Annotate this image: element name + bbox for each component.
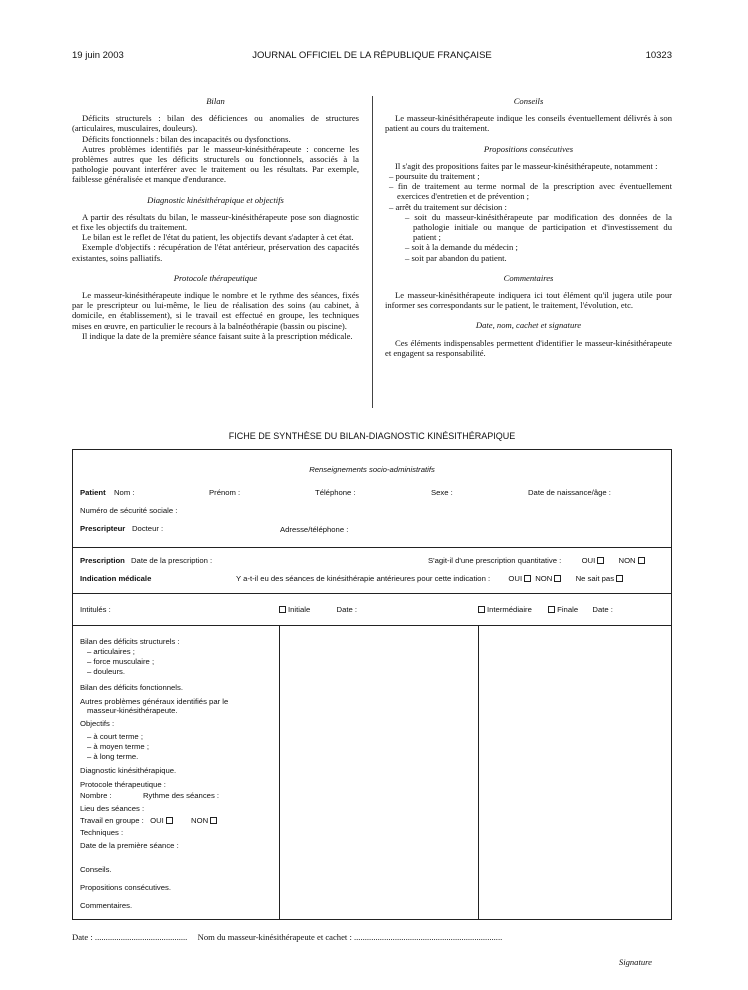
question-anterieures [236,574,625,583]
label-indication-medicale: Indication médicale [80,574,152,583]
synthesis-form [72,449,672,920]
paragraph: Autres problèmes identifiés par le masseur-kinésithérapeute : concerne les problèmes autres que les déficits structurels ou fonctionnels, associés à la pathologie pouvant interférer avec le traitement ou les résultats. Par exemple, faiblesse généralisée et manque d'endurance. [72,143,359,185]
field-adresse-telephone[interactable]: Adresse/téléphone : [280,525,349,534]
paragraph: Le masseur-kinésithérapeute indiquera ici tout élément qu'il jugera utile pour informer ses correspondants sur le patient, le traitement, l'évolution, etc. [385,290,672,311]
label-date: Date : [72,932,93,942]
item-rythme: Rythme des séances : [143,791,220,800]
label-prescripteur: Prescripteur [80,524,126,533]
page-number: 10323 [645,50,672,61]
column-divider [372,96,373,408]
divider [73,625,671,626]
signature-label: Signature [618,957,652,967]
label-nom-cachet: Nom du masseur-kinésithérapeute et cachet : [197,932,352,942]
question-quantitative [428,556,647,565]
field-date-dots[interactable]: ........................................... [94,932,188,942]
item-court-terme: – à court terme ; [87,732,143,741]
paragraph: Il s'agit des propositions faites par le masseur-kinésithérapeute, notamment : [395,160,658,171]
heading-date-signature: Date, nom, cachet et signature [475,320,582,331]
field-securite-sociale[interactable]: Numéro de sécurité sociale : [80,506,178,515]
instructions-text [72,96,672,414]
item-douleurs: – douleurs. [87,667,126,676]
field-date-prescription[interactable]: Date de la prescription : [131,556,213,565]
option-non-label: NON [535,574,553,583]
form-title: FICHE DE SYNTHÈSE DU BILAN-DIAGNOSTIC KINÉSITHÉRAPIQUE [228,431,516,441]
item-bilan-structurels: Bilan des déficits structurels : [80,637,180,646]
label-intermediaire: Intermédiaire [487,605,532,614]
label-prescription: Prescription [80,556,125,565]
checkbox-anterieures-non[interactable] [554,575,561,582]
checkbox-groupe-non[interactable] [210,817,217,824]
checkbox-anterieures-ne-sait-pas[interactable] [616,575,623,582]
paragraph: Le masseur-kinésithérapeute indique les conseils éventuellement délivrés à son patient au cours du traitement. [385,113,672,134]
option-non-label: NON [191,816,209,825]
heading-bilan: Bilan [206,96,225,106]
paragraph: A partir des résultats du bilan, le masseur-kinésithérapeute pose son diagnostic et fixe les objectifs du traitement. [72,211,359,233]
item-moyen-terme: – à moyen terme ; [87,742,149,751]
item-travail-groupe [80,816,219,825]
heading-commentaires: Commentaires [503,272,554,283]
label-patient: Patient [80,488,106,497]
field-date-initiale[interactable]: Date : [336,605,358,614]
item-long-terme: – à long terme. [87,752,139,761]
list-item: – soit du masseur-kinésithérapeute par modification des données de la pathologie initiale ou manque de participation et d'investissement du patient ; [405,211,672,243]
item-propositions: Propositions consécutives. [80,883,172,892]
checkbox-anterieures-oui[interactable] [524,575,531,582]
divider [73,593,671,594]
item-commentaires: Commentaires. [80,901,133,910]
field-prenom[interactable]: Prénom : [209,488,241,497]
checkbox-initiale[interactable] [279,606,286,613]
paragraph: Le bilan est le reflet de l'état du patient, les objectifs devant s'adapter à cet état. [82,232,354,243]
checkbox-groupe-oui[interactable] [166,817,173,824]
field-telephone[interactable]: Téléphone : [315,488,356,497]
item-protocole: Protocole thérapeutique : [80,780,166,789]
left-column [72,96,359,341]
checkbox-quantitative-non[interactable] [638,557,645,564]
item-objectifs: Objectifs : [80,719,115,728]
question-label: Y a-t-il eu des séances de kinésithérapie antérieures pour cette indication : [236,574,491,583]
form-footer [72,932,672,942]
list-item: – soit à la demande du médecin ; [405,242,518,253]
paragraph: Le masseur-kinésithérapeute indique le nombre et le rythme des séances, fixés par le prescripteur ou lui-même, le lieu de réalisation des soins (au cabinet, à domicile, en établissement), si le travail est effectué en groupe, les techniques mises en œuvre, en particulier le recours à la balnéothérapie (bassin ou piscine). [72,290,359,331]
option-oui-label: OUI [150,816,164,825]
heading-propositions: Propositions consécutives [483,143,574,154]
page-header [72,50,672,64]
paragraph: Déficits fonctionnels : bilan des incapacités ou dysfonctions. [82,133,291,144]
option-oui-label: OUI [581,556,596,565]
label-finale: Finale [557,605,579,614]
list-item: – soit par abandon du patient. [405,252,507,263]
column-initiale [279,605,357,614]
item-autres-problemes: Autres problèmes généraux identifiés par le [80,697,229,706]
field-date-finale[interactable]: Date : [592,605,613,614]
item-autres-problemes-suite: masseur-kinésithérapeute. [87,706,178,715]
column-divider [478,625,479,919]
option-oui-label: OUI [508,574,523,583]
divider [73,547,671,548]
field-sexe[interactable]: Sexe : [431,488,453,497]
item-articulaires: – articulaires ; [87,647,135,656]
field-nom-dots[interactable]: ..................................................................... [354,932,503,942]
column-divider [279,625,280,919]
paragraph: Ces éléments indispensables permettent d'identifier le masseur-kinésithérapeute et engagent sa responsabilité. [385,337,672,358]
checkbox-finale[interactable] [548,606,555,613]
heading-conseils: Conseils [513,96,544,106]
paragraph: Exemple d'objectifs : récupération de l'état antérieur, préservation des capacités existantes, soins palliatifs. [72,242,359,263]
field-docteur[interactable]: Docteur : [132,524,164,533]
right-column [385,96,672,358]
item-nombre: Nombre : [80,791,112,800]
heading-protocole: Protocole thérapeutique [173,272,258,283]
item-travail-label: Travail en groupe : [80,816,144,825]
paragraph: Il indique la date de la première séance faisant suite à la prescription médicale. [82,330,353,341]
column-intermediaire-finale [478,605,613,614]
checkbox-quantitative-oui[interactable] [597,557,604,564]
heading-diagnostic: Diagnostic kinésithérapique et objectifs [147,194,284,205]
item-techniques: Techniques : [80,828,124,837]
checkbox-intermediaire[interactable] [478,606,485,613]
option-non-label: NON [618,556,636,565]
item-force-musculaire: – force musculaire ; [87,657,155,666]
list-item: – arrêt du traitement sur décision : [389,201,507,212]
journal-title: JOURNAL OFFICIEL DE LA RÉPUBLIQUE FRANÇAISE [252,50,492,61]
item-premiere-seance: Date de la première séance : [80,841,179,850]
field-nom[interactable]: Nom : [114,488,135,497]
label-initiale: Initiale [288,605,311,614]
item-lieu: Lieu des séances : [80,804,145,813]
option-ne-sait-pas-label: Ne sait pas [575,574,615,583]
list-item: – fin de traitement au terme normal de la prescription avec éventuellement exercices d'entretien et de prévention ; [389,181,672,202]
item-diagnostic: Diagnostic kinésithérapique. [80,766,177,775]
field-date-naissance[interactable]: Date de naissance/âge : [528,488,611,497]
paragraph: Déficits structurels : bilan des déficiences ou anomalies de structures (articulaires, musculaires, douleurs). [72,113,359,134]
label-intitules: Intitulés : [80,605,111,614]
section-title: Renseignements socio-administratifs [309,465,435,474]
issue-date: 19 juin 2003 [72,50,124,61]
item-bilan-fonctionnels: Bilan des déficits fonctionnels. [80,683,183,692]
question-label: S'agit-il d'une prescription quantitative : [428,556,562,565]
list-item: – poursuite du traitement ; [389,171,480,182]
item-conseils: Conseils. [80,865,112,874]
